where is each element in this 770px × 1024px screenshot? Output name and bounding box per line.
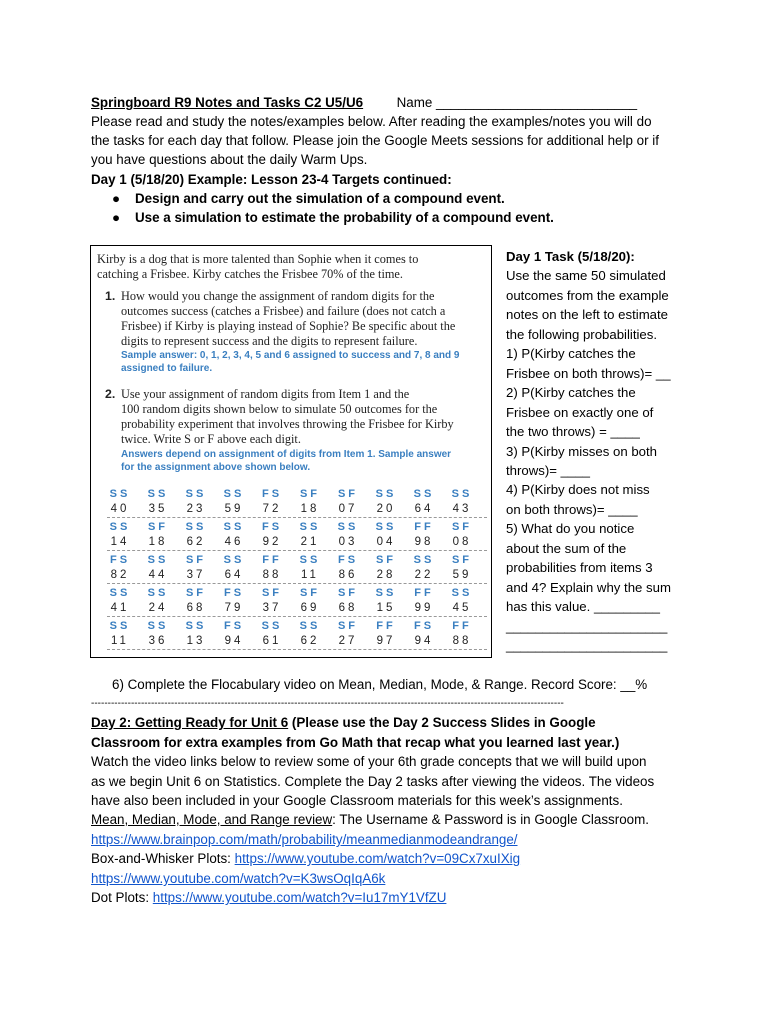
sf-outcome: SS: [299, 521, 321, 533]
random-digit-pair: 35: [148, 503, 168, 515]
sf-outcome: SS: [375, 587, 397, 599]
box-whisker-label: Box-and-Whisker Plots:: [91, 851, 235, 866]
sf-outcome: FS: [337, 554, 359, 566]
random-digit-pair: 61: [262, 635, 282, 647]
grid-divider: [107, 517, 487, 518]
sf-outcome: FS: [413, 620, 435, 632]
question-1-answer-2: assigned to failure.: [121, 363, 213, 374]
random-digit-pair: 13: [186, 635, 206, 647]
document-header: [91, 93, 637, 112]
box-whisker-line: [91, 849, 520, 868]
question-1-line-3: Frisbee) if Kirby is playing instead of Sophie? Be specific about the: [121, 319, 456, 333]
random-digit-pair: 21: [300, 536, 320, 548]
random-digit-pair: 23: [186, 503, 206, 515]
day1-task-line: Frisbee on both throws)= __: [506, 365, 671, 381]
question-1-number: 1.: [105, 289, 116, 303]
day1-task-line: outcomes from the example: [506, 287, 669, 303]
sf-outcome: SF: [337, 488, 359, 500]
sf-outcome: SS: [223, 521, 245, 533]
sf-outcome: FS: [261, 488, 283, 500]
question-2-answer-1: Answers depend on assignment of digits from Item 1. Sample answer: [121, 449, 452, 460]
textbook-example-figure: [90, 245, 492, 658]
intro-line-3: you have questions about the daily Warm Ups.: [91, 152, 368, 167]
sf-outcome-row: [107, 519, 487, 535]
day1-target-1: Design and carry out the simulation of a compound event.: [135, 191, 505, 206]
sf-outcome: SS: [109, 488, 131, 500]
random-digit-pair: 45: [452, 602, 472, 614]
random-digit-row: [107, 534, 487, 550]
sf-outcome: SS: [185, 488, 207, 500]
sf-outcome: SF: [299, 488, 321, 500]
question-2-answer-2: for the assignment above shown below.: [121, 462, 311, 473]
day1-task-line: on both throws)= ____: [506, 501, 638, 517]
day1-task-line: the following probabilities.: [506, 326, 658, 342]
item-6-flocabulary: 6) Complete the Flocabulary video on Mean, Median, Mode, & Range. Record Score: __%: [112, 677, 648, 692]
sf-outcome: SS: [109, 521, 131, 533]
sf-outcome: SF: [147, 521, 169, 533]
sf-outcome: SF: [375, 554, 397, 566]
sf-outcome: SF: [451, 554, 473, 566]
sf-outcome: FF: [414, 521, 434, 533]
sf-outcome: SF: [337, 587, 359, 599]
day1-task-line: about the sum of the: [506, 540, 627, 556]
grid-divider: [107, 649, 487, 650]
random-digit-pair: 82: [110, 569, 130, 581]
document-title: Springboard R9 Notes and Tasks C2 U5/U6: [91, 95, 364, 110]
random-digit-pair: 46: [224, 536, 244, 548]
random-digit-row: [107, 567, 487, 583]
day2-body-1: Watch the video links below to review some of your 6th grade concepts that we will build upon: [91, 754, 647, 769]
question-1-answer-1: Sample answer: 0, 1, 2, 3, 4, 5 and 6 assigned to success and 7, 8 and 9: [121, 350, 460, 361]
sf-outcome: SS: [413, 554, 435, 566]
sf-outcome-row: [107, 618, 487, 634]
random-digit-pair: 59: [224, 503, 244, 515]
sf-outcome: SS: [375, 521, 397, 533]
question-2-line-1: Use your assignment of random digits from Item 1 and the: [121, 387, 410, 401]
dot-plots-link[interactable]: https://www.youtube.com/watch?v=Iu17mY1VfZU: [152, 890, 447, 905]
sf-outcome: SS: [223, 488, 245, 500]
question-2-line-2: 100 random digits shown below to simulate 50 outcomes for the: [121, 402, 438, 416]
random-digit-pair: 36: [148, 635, 168, 647]
day2-heading-title: Day 2: Getting Ready for Unit 6: [91, 715, 289, 730]
random-digit-pair: 37: [186, 569, 206, 581]
section-divider: ----------------------------------------------------------------------------------------------------------------------------------------------: [91, 698, 564, 709]
day2-body-3: have also been included in your Google Classroom materials for this week’s assignments.: [91, 793, 623, 808]
random-digit-pair: 27: [338, 635, 358, 647]
sf-outcome: SS: [147, 620, 169, 632]
random-digit-pair: 15: [376, 602, 396, 614]
day2-heading: [91, 713, 596, 732]
sf-outcome-row: [107, 585, 487, 601]
intro-line-2: the tasks for each day that follow. Please join the Google Meets sessions for additional help or if: [91, 133, 659, 148]
random-digit-pair: 14: [110, 536, 130, 548]
sf-outcome: SF: [299, 587, 321, 599]
day1-task-line: has this value. _________: [506, 599, 660, 615]
random-digit-pair: 88: [452, 635, 472, 647]
day1-task-line: 4) P(Kirby does not miss: [506, 482, 650, 498]
random-digit-pair: 79: [224, 602, 244, 614]
day2-heading-line-2: Classroom for extra examples from Go Math that recap what you learned last year.): [91, 735, 620, 750]
sf-outcome: SS: [147, 554, 169, 566]
bullet-dot: ●: [112, 191, 121, 206]
grid-divider: [107, 583, 487, 584]
random-digit-pair: 59: [452, 569, 472, 581]
random-digit-pair: 22: [414, 569, 434, 581]
random-digit-pair: 04: [376, 536, 396, 548]
box-whisker-link-1[interactable]: https://www.youtube.com/watch?v=09Cx7xuIXig: [234, 851, 521, 866]
mmmr-review-note: : The Username & Password is in Google Classroom.: [332, 812, 649, 827]
sf-outcome: SS: [185, 521, 207, 533]
grid-divider: [107, 550, 487, 551]
random-digit-pair: 11: [301, 569, 319, 581]
random-digit-pair: 18: [300, 503, 320, 515]
random-digit-pair: 28: [376, 569, 396, 581]
sf-outcome: SS: [223, 554, 245, 566]
random-digit-pair: 40: [110, 503, 130, 515]
sf-outcome: SS: [413, 488, 435, 500]
day1-task-line: throws)= ____: [506, 462, 590, 478]
question-2-line-3: probability experiment that involves throwing the Frisbee for Kirby: [121, 417, 454, 431]
day1-task-line: Use the same 50 simulated: [506, 268, 666, 284]
intro-line-1: Please read and study the notes/examples below. After reading the examples/notes you will do: [91, 114, 652, 129]
sf-outcome: SS: [299, 620, 321, 632]
random-digit-pair: 44: [148, 569, 168, 581]
random-digit-pair: 69: [300, 602, 320, 614]
sf-outcome: SS: [299, 554, 321, 566]
figure-intro-2: catching a Frisbee. Kirby catches the Frisbee 70% of the time.: [97, 267, 403, 281]
random-digit-pair: 24: [148, 602, 168, 614]
sf-outcome: SS: [261, 620, 283, 632]
day1-task-line: and 4? Explain why the sum: [506, 579, 671, 595]
mmmr-review-line: [91, 810, 649, 829]
sf-outcome: FS: [223, 587, 245, 599]
figure-intro-1: Kirby is a dog that is more talented than Sophie when it comes to: [97, 252, 419, 266]
day1-task-line: ______________________: [506, 638, 668, 653]
random-digit-pair: 08: [452, 536, 472, 548]
random-digit-row: [107, 501, 487, 517]
random-digit-pair: 98: [414, 536, 434, 548]
random-digit-pair: 99: [414, 602, 434, 614]
random-digit-pair: 86: [338, 569, 358, 581]
random-digit-pair: 11: [111, 635, 129, 647]
question-1-line-2: outcomes success (catches a Frisbee) and failure (does not catch a: [121, 304, 446, 318]
sf-outcome: SF: [337, 620, 359, 632]
sf-outcome-row: [107, 552, 487, 568]
sf-outcome: SF: [185, 587, 207, 599]
random-digit-pair: 64: [224, 569, 244, 581]
sf-outcome: SS: [185, 620, 207, 632]
day1-task-line: 5) What do you notice: [506, 521, 635, 537]
sf-outcome: FF: [376, 620, 396, 632]
day1-target-2: Use a simulation to estimate the probability of a compound event.: [135, 210, 554, 225]
day1-task-heading: Day 1 Task (5/18/20):: [506, 249, 635, 264]
sf-outcome-row: [107, 486, 487, 502]
random-digit-pair: 94: [414, 635, 434, 647]
random-digit-pair: 43: [452, 503, 472, 515]
day1-task-line: the two throws) = ____: [506, 424, 640, 440]
box-whisker-line-2: [91, 869, 385, 888]
brainpop-link[interactable]: https://www.brainpop.com/math/probability/meanmedianmodeandrange/: [91, 832, 518, 847]
random-digit-pair: 72: [262, 503, 282, 515]
bullet-dot: ●: [112, 210, 121, 225]
sf-outcome: SF: [451, 521, 473, 533]
random-digit-pair: 97: [376, 635, 396, 647]
random-digit-pair: 94: [224, 635, 244, 647]
day1-task-line: 2) P(Kirby catches the: [506, 385, 636, 401]
random-digit-pair: 37: [262, 602, 282, 614]
sf-outcome: SS: [451, 587, 473, 599]
random-digit-pair: 64: [414, 503, 434, 515]
question-1-line-1: How would you change the assignment of random digits for the: [121, 289, 435, 303]
sf-outcome: SS: [147, 587, 169, 599]
day1-heading: Day 1 (5/18/20) Example: Lesson 23-4 Targets continued:: [91, 172, 452, 187]
day1-task-line: probabilities from items 3: [506, 560, 653, 576]
random-digit-pair: 62: [300, 635, 320, 647]
question-2-number: 2.: [105, 387, 116, 401]
random-digit-pair: 07: [338, 503, 358, 515]
sf-outcome: FS: [109, 554, 131, 566]
day2-heading-rest: (Please use the Day 2 Success Slides in Google: [288, 715, 596, 730]
sf-outcome: FS: [223, 620, 245, 632]
sf-outcome: FS: [261, 521, 283, 533]
sf-outcome: SF: [185, 554, 207, 566]
random-digit-pair: 18: [148, 536, 168, 548]
dot-plots-line: [91, 888, 446, 907]
sf-outcome: SF: [261, 587, 283, 599]
sf-outcome: SS: [109, 587, 131, 599]
sf-outcome: FF: [262, 554, 282, 566]
day2-body-2: as we begin Unit 6 on Statistics. Complete the Day 2 tasks after viewing the videos. The videos: [91, 774, 655, 789]
question-1-line-4: digits to represent success and the digits to represent failure.: [121, 334, 418, 348]
sf-outcome: SS: [109, 620, 131, 632]
day1-task-line: notes on the left to estimate: [506, 307, 669, 323]
grid-divider: [107, 616, 487, 617]
name-field-label: Name ___________________________: [396, 95, 638, 110]
random-digit-row: [107, 600, 487, 616]
sf-outcome: FF: [452, 620, 472, 632]
random-digit-pair: 88: [262, 569, 282, 581]
random-digit-pair: 03: [338, 536, 358, 548]
random-digit-pair: 68: [186, 602, 206, 614]
random-digit-pair: 92: [262, 536, 282, 548]
box-whisker-link-2[interactable]: https://www.youtube.com/watch?v=K3wsOqIqA6k: [91, 871, 386, 886]
random-digit-pair: 41: [110, 602, 130, 614]
sf-outcome: FF: [414, 587, 434, 599]
sf-outcome: SS: [337, 521, 359, 533]
random-digit-pair: 62: [186, 536, 206, 548]
dot-plots-label: Dot Plots:: [91, 890, 153, 905]
day1-task-line: Frisbee on exactly one of: [506, 404, 654, 420]
day1-task-line: 3) P(Kirby misses on both: [506, 443, 657, 459]
question-2-line-4: twice. Write S or F above each digit.: [121, 432, 301, 446]
day1-task-line: 1) P(Kirby catches the: [506, 346, 636, 362]
random-digit-pair: 20: [376, 503, 396, 515]
sf-outcome: SS: [451, 488, 473, 500]
day1-task-line: ______________________: [506, 618, 668, 634]
random-digit-pair: 68: [338, 602, 358, 614]
random-digit-row: [107, 633, 487, 649]
sf-outcome: SS: [375, 488, 397, 500]
brainpop-link-line: [91, 830, 518, 849]
mmmr-review-label: Mean, Median, Mode, and Range review: [91, 812, 333, 827]
sf-outcome: SS: [147, 488, 169, 500]
